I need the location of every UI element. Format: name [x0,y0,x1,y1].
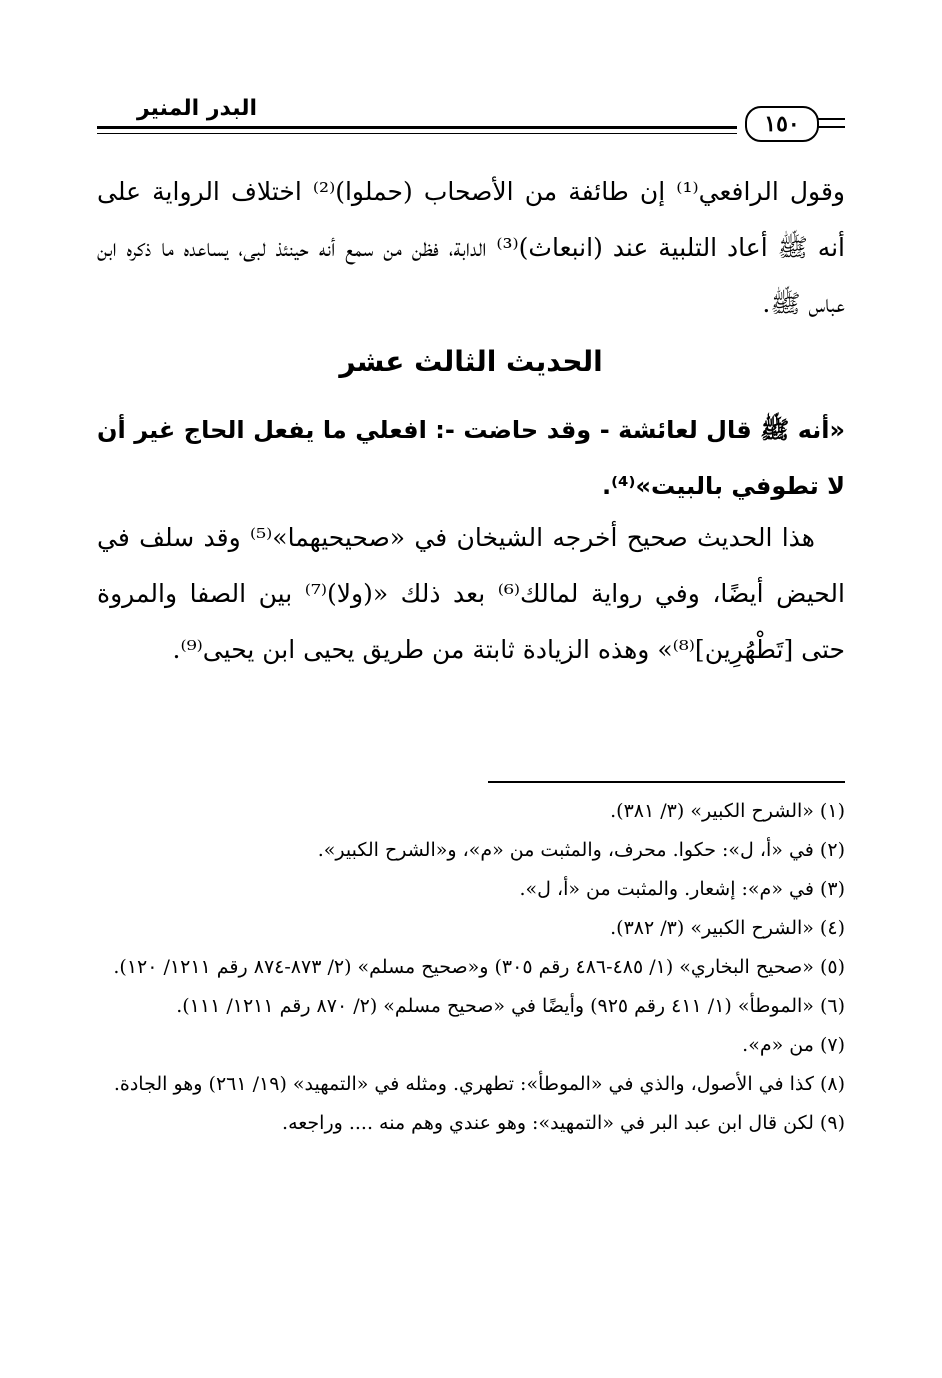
hadith-quote: «أنه ﷺ قال لعائشة - وقد حاضت -: افعلي ما يفعل الحاج غير أن لا تطوفي بالبيت»⁽⁴⁾. [97,416,845,500]
page-number-ornament [817,118,845,120]
footnote: (٣) في «م»: إشعار. والمثبت من «أ، ل». [519,878,845,900]
footnote: (٩) لكن قال ابن عبد البر في «التمهيد»: وهو عندي وهم منه .... وراجعه. [282,1112,845,1134]
footnote: (٢) في «أ، ل»: حكوا. محرف، والمثبت من «م»، و«الشرح الكبير». [317,839,845,861]
footnote: (٧) من «م». [742,1034,845,1056]
footnote-separator [488,781,845,783]
header-rule-thin [97,133,737,134]
footnote: (١) «الشرح الكبير» (٣/ ٣٨١). [610,800,845,822]
section-heading: الحديث الثالث عشر [339,345,603,378]
page-number: ١٥٠ [745,106,819,142]
footnote: (٦) «الموطأ» (١/ ٤١١ رقم ٩٢٥) وأيضًا في «صحيح مسلم» (٢/ ٨٧٠ رقم ١٢١١/ ١١١). [176,995,845,1017]
page-number-ornament [817,126,845,128]
page-header [97,96,845,144]
body-paragraph: هذا الحديث صحيح أخرجه الشيخان في «صحيحيهما»⁽⁵⁾ وقد سلف في الحيض أيضًا، وفي رواية لمالك⁽⁶⁾ بعد ذلك «(ولا)⁽⁷⁾ بين الصفا والمروة حتى [تَطْهُرِين]⁽⁸⁾» وهذه الزيادة ثابتة من طريق يحيى ابن يحيى⁽⁹⁾. [97,523,845,664]
footnote: (٥) «صحيح البخاري» (١/ ٤٨٥-٤٨٦ رقم ٣٠٥) و«صحيح مسلم» (٢/ ٨٧٣-٨٧٤ رقم ١٢١١/ ١٢٠). [113,956,845,978]
body-paragraph: وقول الرافعي⁽¹⁾ إن طائفة من الأصحاب (حملوا)⁽²⁾ اختلاف الرواية على أنه ﷺ أعاد التلبية عند (انبعاث)⁽³⁾ الدابة، فظن من سمع أنه حينئذ لبى، يساعده ما ذكره ابن عباس ﷺ. [97,177,845,318]
footnotes [97,792,845,1143]
footnote: (٨) كذا في الأصول، والذي في «الموطأ»: تطهري. ومثله في «التمهيد» (١٩/ ٢٦١) وهو الجادة. [113,1073,845,1095]
header-rule [97,126,737,129]
footnote: (٤) «الشرح الكبير» (٣/ ٣٨٢). [610,917,845,939]
running-title: البدر المنير [137,96,258,121]
